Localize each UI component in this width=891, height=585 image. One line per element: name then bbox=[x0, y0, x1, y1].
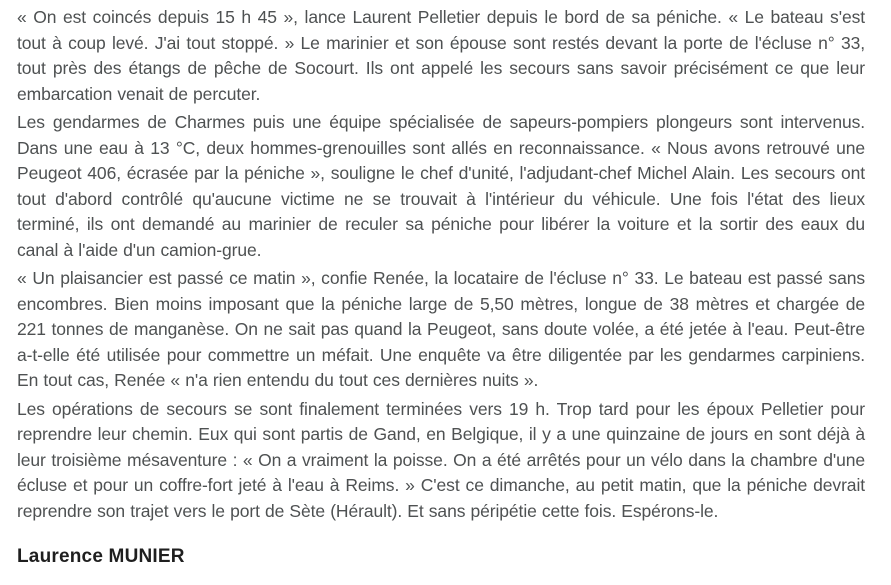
article-paragraph-1: « On est coincés depuis 15 h 45 », lance Laurent Pelletier depuis le bord de sa péniche. « Le bateau s'est tout à coup levé. J'ai tout stoppé. » Le marinier et son épouse sont restés devant la porte de l'écluse n° 33, tout près des étangs de pêche de Socourt. Ils ont appelé les secours sans savoir précisément ce que leur embarcation venait de percuter. bbox=[17, 7, 865, 104]
article-paragraph-2: Les gendarmes de Charmes puis une équipe spécialisée de sapeurs-pompiers plongeurs sont intervenus. Dans une eau à 13 °C, deux hommes-grenouilles sont allés en reconnaissance. « Nous avons retrouvé une Peugeot 406, écrasée par la péniche », souligne le chef d'unité, l'adjudant-chef Michel Alain. Les secours ont tout d'abord contrôlé qu'aucune victime ne se trouvait à l'intérieur du véhicule. Une fois l'état des lieux terminé, ils ont demandé au marinier de reculer sa péniche pour libérer la voiture et la sortir des eaux du canal à l'aide d'un camion-grue. bbox=[17, 112, 865, 260]
article-paragraph-4: Les opérations de secours se sont finalement terminées vers 19 h. Trop tard pour les époux Pelletier pour reprendre leur chemin. Eux qui sont partis de Gand, en Belgique, il y a une quinzaine de jours en sont déjà à leur troisième mésaventure : « On a vraiment la poisse. On a été arrêtés pour un vélo dans la chambre d'une écluse et pour un coffre-fort jeté à l'eau à Reims. » C'est ce dimanche, au petit matin, que la péniche devrait reprendre son trajet vers le port de Sète (Hérault). Et sans péripétie cette fois. Espérons-le. bbox=[17, 398, 865, 521]
author-byline: Laurence MUNIER bbox=[17, 546, 185, 567]
article-paragraph-3: « Un plaisancier est passé ce matin », confie Renée, la locataire de l'écluse n° 33. Le bateau est passé sans encombres. Bien moins imposant que la péniche large de 5,50 mètres, longue de 38 mètres et chargée de 221 tonnes de manganèse. On ne sait pas quand la Peugeot, sans doute volée, a été jetée à l'eau. Peut-être a-t-elle été utilisée pour commettre un méfait. Une enquête va être diligentée par les gendarmes carpiniens. En tout cas, Renée « n'a rien entendu du tout ces dernières nuits ». bbox=[17, 268, 865, 390]
